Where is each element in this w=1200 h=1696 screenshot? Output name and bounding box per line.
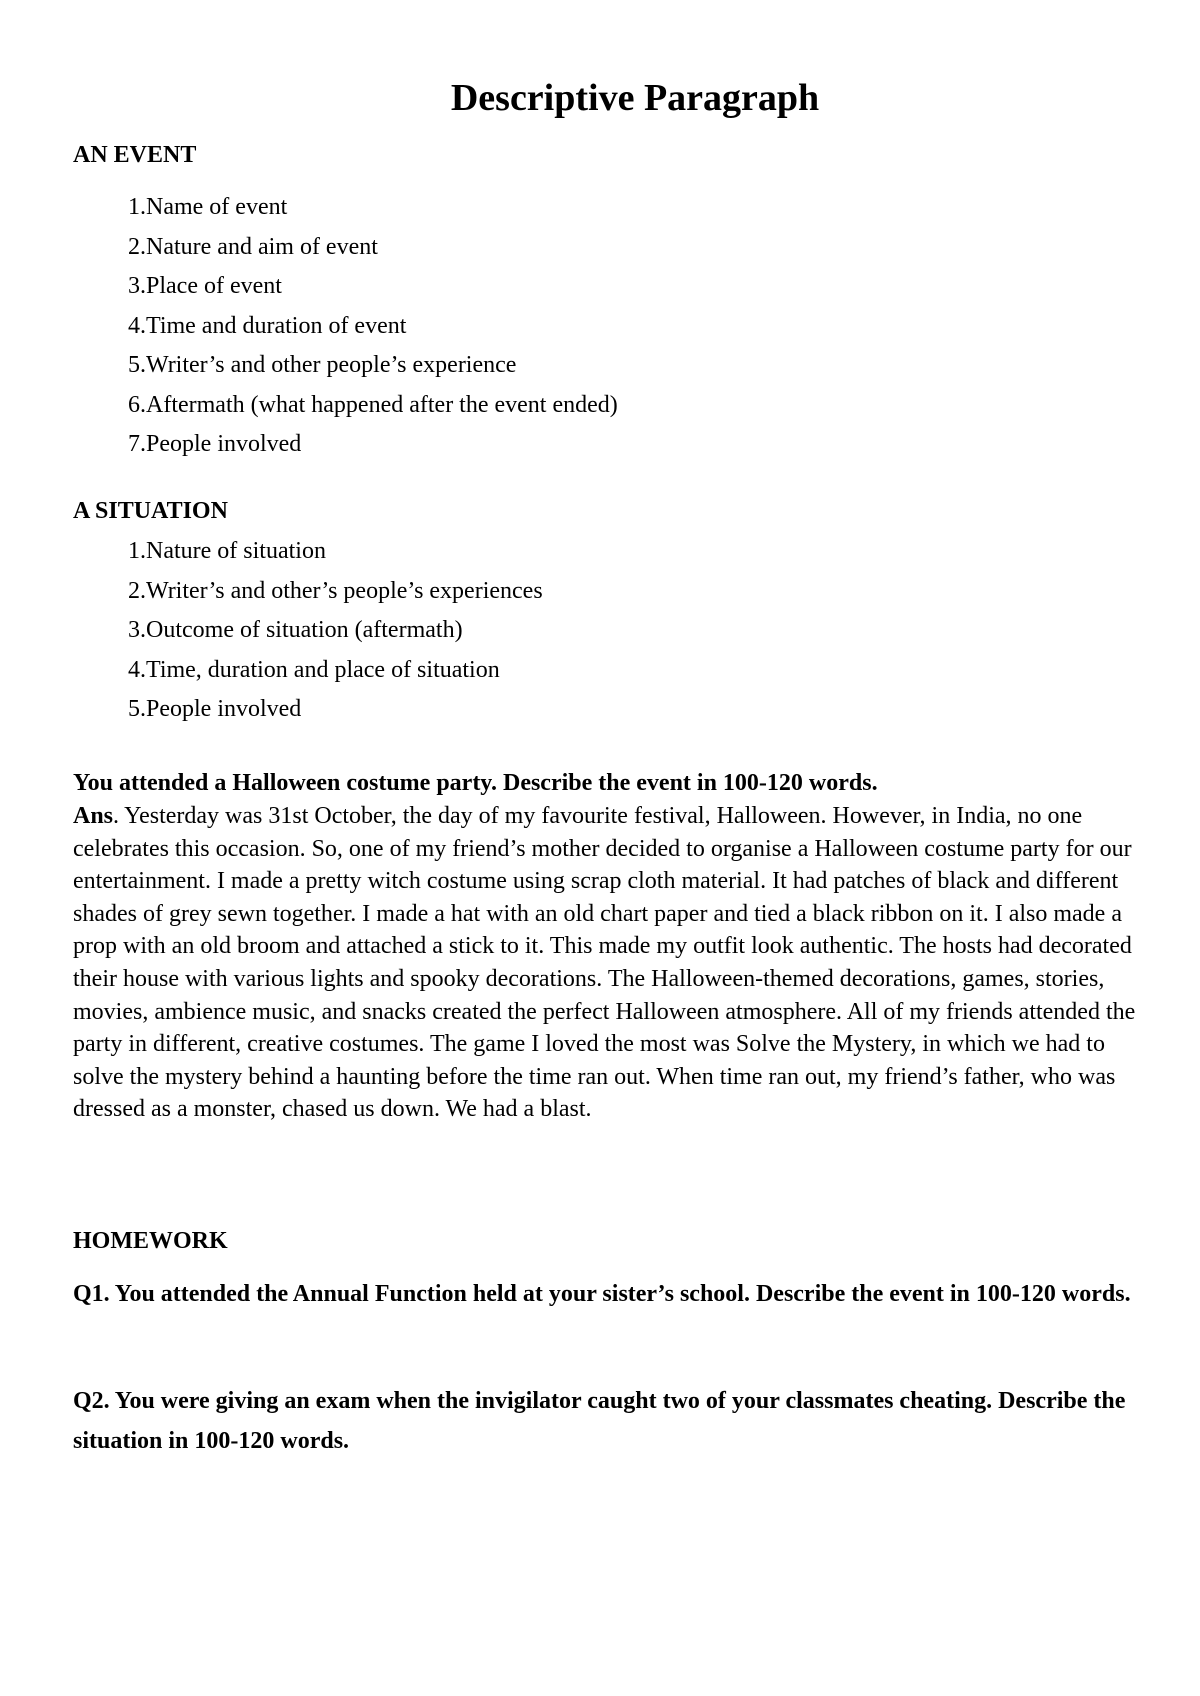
list-number: 5. [128,696,146,722]
situation-list [73,532,543,730]
list-item [73,572,543,612]
list-number: 7. [128,431,146,457]
homework-question-2: Q2. You were giving an exam when the invigilator caught two of your classmates cheating. Describe the situation in 100-120 words. [73,1388,1126,1454]
list-item [73,188,618,228]
event-list [73,188,618,465]
list-number: 4. [128,312,146,339]
list-item [73,532,543,572]
list-number: 5. [128,352,146,378]
situation-heading: A SITUATION [73,498,228,524]
homework-heading: HOMEWORK [73,1228,228,1254]
list-text: People involved [146,431,302,457]
list-text: People involved [146,696,302,722]
list-text: Writer’s and other people’s experience [146,352,517,378]
list-item [73,690,543,730]
list-number: 3. [128,617,146,643]
list-text: Aftermath (what happened after the event ended) [146,391,618,418]
list-item [73,611,543,651]
page-title: Descriptive Paragraph [450,77,820,119]
list-number: 4. [128,656,146,683]
example-question: You attended a Halloween costume party. Describe the event in 100-120 words. [73,770,878,796]
list-number: 2. [128,233,146,260]
list-item [73,386,618,426]
list-number: 3. [128,273,146,299]
list-item [73,307,618,347]
list-item [73,267,618,307]
list-text: Place of event [146,273,282,299]
list-text: Writer’s and other’s people’s experiences [146,577,543,604]
list-item [73,425,618,465]
list-text: Outcome of situation (aftermath) [146,617,463,643]
homework-question-1: Q1. You attended the Annual Function held at your sister’s school. Describe the event in 100-120 words. [73,1281,1131,1307]
list-text: Time and duration of event [146,312,407,339]
list-text: Nature and aim of event [146,233,378,260]
answer-label: Ans [73,803,114,829]
list-number: 1. [128,194,146,220]
list-number: 2. [128,577,146,604]
list-item [73,228,618,268]
list-text: Nature of situation [146,538,326,564]
example-answer [73,800,1145,1126]
list-number: 1. [128,538,146,564]
list-number: 6. [128,391,146,418]
list-text: Name of event [146,194,288,220]
list-item [73,651,543,691]
list-text: Time, duration and place of situation [146,656,500,683]
event-heading: AN EVENT [73,142,197,168]
list-item [73,346,618,386]
answer-text: . Yesterday was 31st October, the day of my favourite festival, Halloween. However, in India, no one celebrates this occasion. So, one of my friend’s mother decided to organise a Halloween costume party for our entertainment. I made a pretty witch costume using scrap cloth material. It had patches of black and different shades of grey sewn together. I made a hat with an old chart paper and tied a black ribbon on it. I also made a prop with an old broom and attached a stick to it. This made my outfit look authentic. The hosts had decorated their house with various lights and spooky decorations. The Halloween-themed decorations, games, stories, movies, ambience music, and snacks created the perfect Halloween atmosphere. All of my friends attended the party in different, creative costumes. The game I loved the most was Solve the Mystery, in which we had to solve the mystery behind a haunting before the time ran out. When time ran out, my friend’s father, who was dressed as a monster, chased us down. We had a blast. [73,803,1136,1123]
